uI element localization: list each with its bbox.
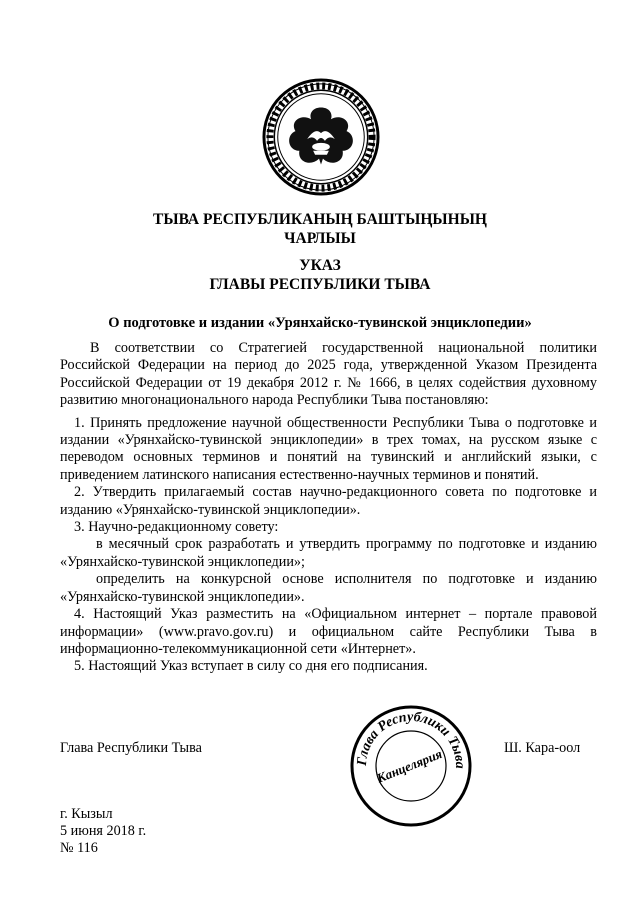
header-line-2: ЧАРЛЫЫ bbox=[284, 230, 356, 247]
paragraph-2: 2. Утвердить прилагаемый состав научно-редакционного совета по подготовке и изданию «Урянхайско-тувинской энциклопедии». bbox=[60, 484, 597, 518]
header-line-4: ГЛАВЫ РЕСПУБЛИКИ ТЫВА bbox=[209, 276, 431, 293]
paragraph-1: 1. Принять предложение научной общественности Республики Тыва о подготовке и издании «Урянхайско-тувинской энциклопедии» в трех томах, на русском языке с переводом основных терминов и понятий на тувинский и английский языки, с приведением латинского написания естественно-научных терминов и понятий. bbox=[60, 414, 597, 483]
decree-subject: О подготовке и издании «Урянхайско-тувинской энциклопедии» bbox=[108, 315, 532, 331]
decree-body bbox=[60, 340, 597, 676]
decree-date: 5 июня 2018 г. bbox=[60, 823, 147, 839]
header-title-tyvan bbox=[0, 210, 640, 248]
decree-footer bbox=[60, 806, 146, 857]
paragraph-3: 3. Научно-редакционному совету: bbox=[74, 519, 279, 536]
republic-emblem bbox=[262, 78, 380, 196]
signatory-name: Ш. Кара-оол bbox=[504, 740, 581, 756]
header-title-russian bbox=[0, 256, 640, 294]
paragraph-4: 4. Настоящий Указ разместить на «Официальном интернет – портале правовой информации» (www.pravo.gov.ru) и официальном сайте Республики Тыва в информационно-телекоммуникационной сети «Интернет». bbox=[60, 606, 597, 657]
paragraph-5: 5. Настоящий Указ вступает в силу со дня его подписания. bbox=[74, 658, 428, 675]
paragraph-3a: в месячный срок разработать и утвердить программу по подготовке и изданию «Урянхайско-тувинской энциклопедии»; bbox=[60, 536, 597, 570]
decree-place: г. Кызыл bbox=[60, 806, 113, 822]
office-stamp bbox=[349, 704, 473, 828]
signatory-position: Глава Республики Тыва bbox=[60, 740, 202, 756]
paragraph-intro: В соответствии со Стратегией государственной национальной политики Российской Федерации на период до 2025 года, утвержденной Указом Президента Российской Федерации от 19 декабря 2012 г. № 1666, в целях содействия духовному развитию многонационального народа Республики Тыва постановляю: bbox=[60, 340, 597, 409]
stamp-inner-text: Канцелярия bbox=[374, 745, 445, 786]
header-line-3: УКАЗ bbox=[299, 257, 341, 274]
decree-number: № 116 bbox=[60, 840, 98, 856]
header-line-1: ТЫВА РЕСПУБЛИКАНЫҢ БАШТЫҢЫНЫҢ bbox=[153, 211, 487, 228]
paragraph-3b: определить на конкурсной основе исполнителя по подготовке и изданию «Урянхайско-тувинской энциклопедии». bbox=[60, 571, 597, 605]
stamp-outer-text: Глава Республики Тыва bbox=[354, 709, 468, 769]
